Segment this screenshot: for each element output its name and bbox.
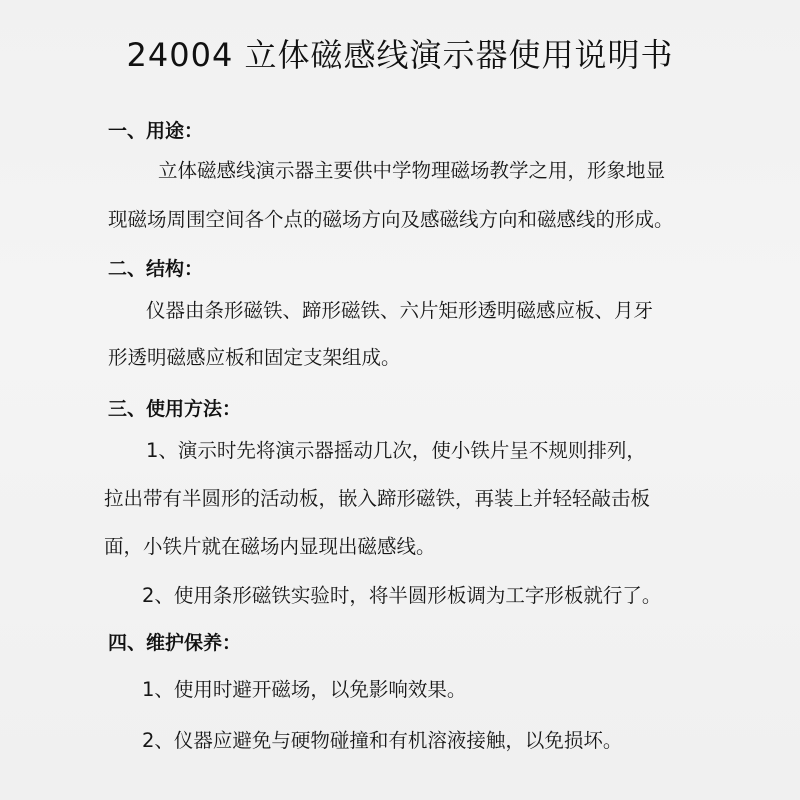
section-heading-maintenance: 四、维护保养： [108, 632, 242, 654]
usage-step1-line-1: 1、演示时先将演示器摇动几次，使小铁片呈不规则排列， [146, 439, 646, 462]
structure-line-1: 仪器由条形磁铁、蹄形磁铁、六片矩形透明磁感应板、月牙 [146, 299, 654, 322]
section-heading-structure: 二、结构： [108, 258, 204, 280]
purpose-line-1: 立体磁感线演示器主要供中学物理磁场教学之用，形象地显 [158, 159, 666, 182]
maintenance-item-1: 1、使用时避开磁场，以免影响效果。 [142, 678, 467, 701]
maintenance-item-2: 2、仪器应避免与硬物碰撞和有机溶液接触，以免损坏。 [142, 729, 623, 752]
structure-line-2: 形透明磁感应板和固定支架组成。 [108, 346, 401, 369]
section-heading-purpose: 一、用途： [108, 120, 204, 142]
usage-step2: 2、使用条形磁铁实验时，将半圆形板调为工字形板就行了。 [142, 584, 662, 607]
usage-step1-line-2: 拉出带有半圆形的活动板，嵌入蹄形磁铁，再装上并轻轻敲击板 [104, 487, 651, 510]
document-title: 24004 立体磁感线演示器使用说明书 [126, 36, 674, 74]
usage-step1-line-3: 面，小铁片就在磁场内显现出磁感线。 [104, 535, 436, 558]
section-heading-usage: 三、使用方法： [108, 398, 242, 420]
purpose-line-2: 现磁场周围空间各个点的磁场方向及感磁线方向和磁感线的形成。 [108, 208, 674, 231]
